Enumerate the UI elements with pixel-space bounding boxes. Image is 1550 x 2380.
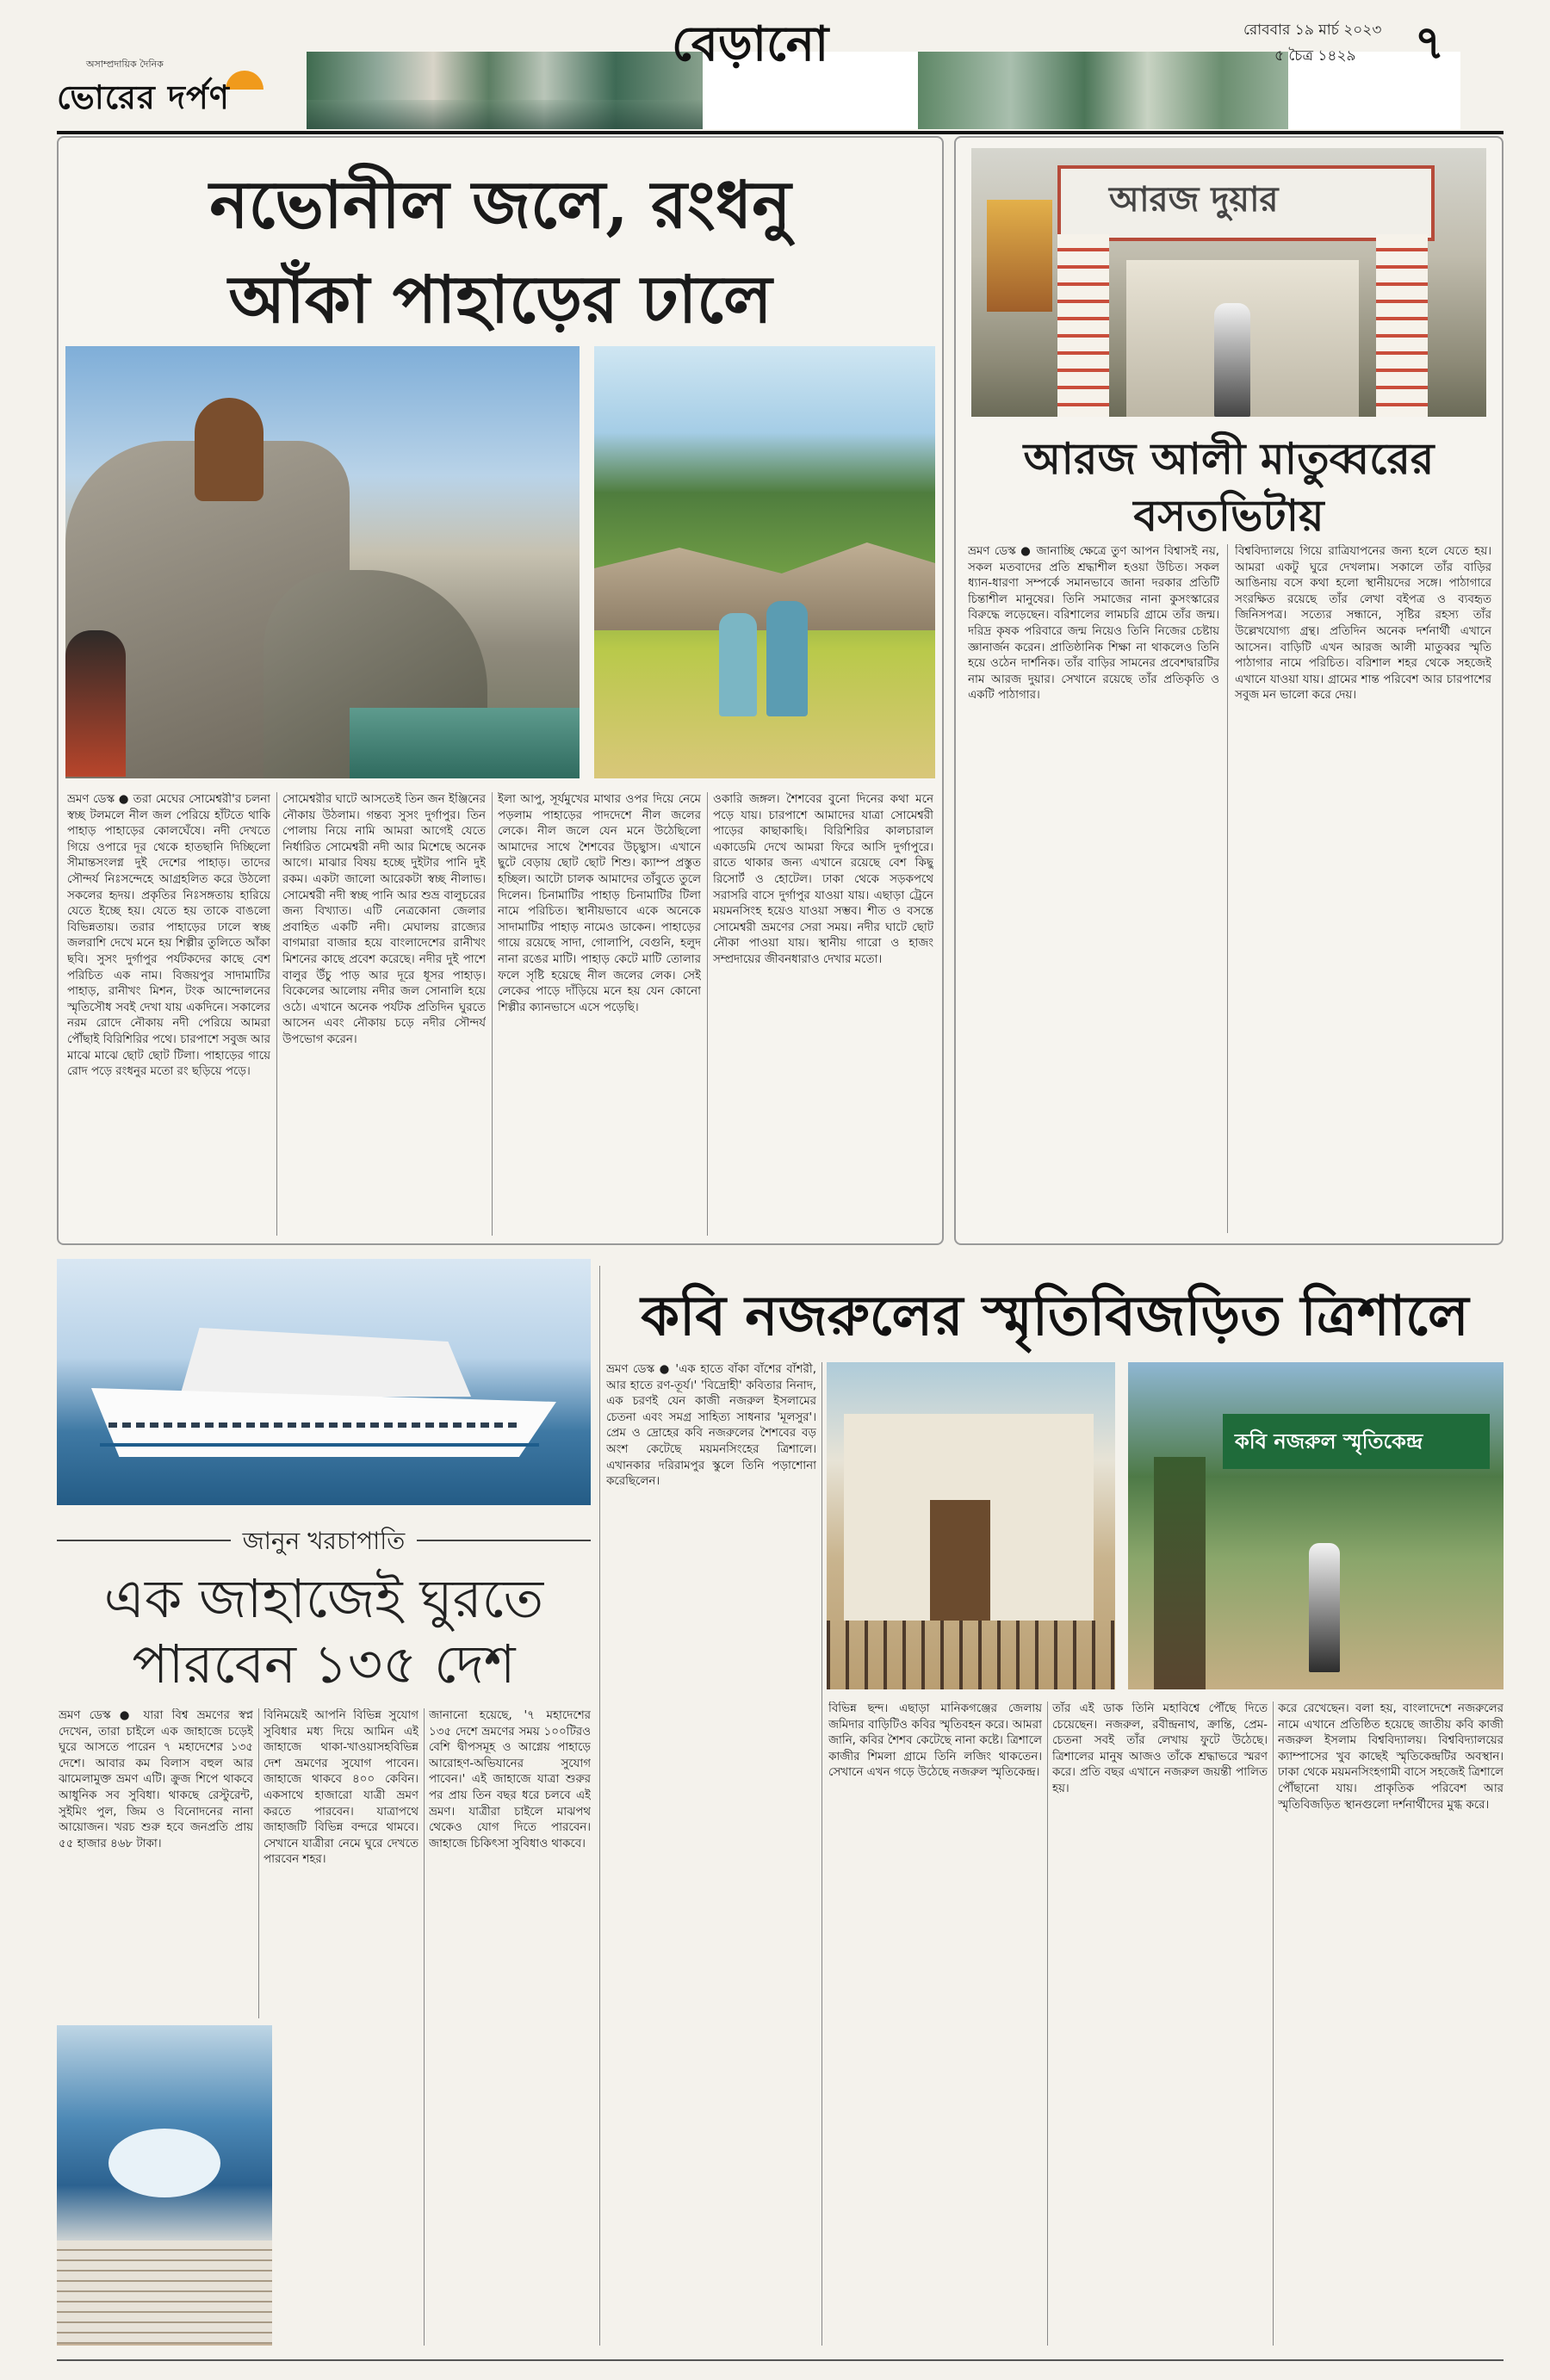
page-number: ৭ (1414, 15, 1445, 70)
memorial-sign-text: কবি নজরুল স্মৃতিকেন্দ্র (1235, 1429, 1423, 1453)
newspaper-logo[interactable] (57, 52, 307, 129)
nazrul-headline[interactable]: কবি নজরুলের স্মৃতিবিজড়িত ত্রিশালে (641, 1284, 1469, 1348)
column-divider (1273, 1701, 1274, 2346)
right-story-column-1: ভ্রমণ ডেস্ক ● জানাচ্ছি ক্ষেত্রে তুণ আপন বিশ্বাসই নয়, সকল মতবাদের প্রতি শ্রদ্ধাশীল হওয়া উচিত। সকল ধ্যান-ধারণা সম্পর্কে সমানভাবে জানা দরকার প্রতিটি চিন্তাশীল মানুষের। তিনি সমাজের নানা কুসংস্কারের বিরুদ্ধে লড়েছেন। বরিশালের লামচরি গ্রামে তাঁর জন্ম। দরিদ্র কৃষক পরিবারে জন্ম নিয়েও তিনি নিজের চেষ্টায় জ্ঞানার্জন করেন। প্রাতিষ্ঠানিক শিক্ষা না থাকলেও তিনি হয়ে ওঠেন দার্শনিক। তাঁর বাড়ির সামনের প্রবেশদ্বারটির নাম আরজ দুয়ার। সেখানে রয়েছে তাঁর প্রতিকৃতি ও একটি পাঠাগার। (968, 545, 1219, 703)
main-story-column-2: সোমেশ্বরীর ঘাটে আসতেই তিন জন ইঞ্জিনের নৌকায় উঠলাম। গন্তব্য সুসং দুর্গাপুর। তিন পোলায় নিয়ে নামি আমরা আগেই যেতে নির্ধারিত সোমেশ্বরী নদী আর মিশেছে অনেক আগে। মাঝার বিষয় হচ্ছে দুইটার পানি দুই রকম। একটা জালো আরেকটা স্বচ্ছ নীলাভ। সোমেশ্বরী নদী স্বচ্ছ পানি আর শুভ্র বালুচরের জন্য বিখ্যাত। এটি নেত্রকোনা জেলার প্রবাহিত একটি নদী। মেঘালয় রাজ্যের বাগমারা বাজার হয়ে বাংলাদেশের রানীখং মিশনের কাছে প্রবেশ করেছে। নদীর দুই পাশে বালুর উঁচু পাড় আর দূরে ধূসর পাহাড়। বিকেলের আলোয় নদীর জল সোনালি হয়ে ওঠে। এখানে অনেক পর্যটক প্রতিদিন ঘুরতে আসেন এবং নৌকায় চড়ে নদীর সৌন্দর্য উপভোগ করেন। (282, 793, 486, 1046)
cruise-kicker (57, 1522, 591, 1563)
masthead-river-photo (307, 52, 703, 129)
sun-icon (226, 71, 264, 90)
masthead-forest-photo (918, 52, 1288, 129)
cruise-kicker-text: জানুন খরচাপাতি (231, 1527, 418, 1555)
gate-sign: আরজ দুয়ার (1109, 179, 1279, 220)
cruise-column-3: জানানো হয়েছে, '৭ মহাদেশের ১৩৫ দেশে ভ্রমণের সময় ১০০টিরও বেশি দ্বীপসমূহ ও আগ্নেয় পাহাড়ে আরোহণ-অভিযানের সুযোগ পাবেন।' এই জাহাজে যাত্রা শুরুর পর প্রায় তিন বছর ধরে চলবে এই ভ্রমণ। যাত্রীরা চাইলে মাঝপথ থেকেও যোগ দিতে পারবেন। জাহাজে চিকিৎসা সুবিধাও থাকবে। (429, 1709, 591, 1850)
right-story-column-2: বিশ্ববিদ্যালয়ে গিয়ে রাত্রিযাপনের জন্য হলে যেতে হয়। আমরা একটু ঘুরে দেখলাম। সকালে তাঁর বাড়ির আঙিনায় বসে কথা হলো স্থানীয়দের সঙ্গে। পাঠাগারে সংরক্ষিত রয়েছে তাঁর লেখা বইপত্র ও ব্যবহৃত জিনিসপত্র। সত্যের সন্ধানে, সৃষ্টির রহস্য তাঁর উল্লেখযোগ্য গ্রন্থ। প্রতিদিন অনেক দর্শনার্থী এখানে আসেন। বাড়িটি এখন আরজ আলী মাতুব্বর স্মৃতি পাঠাগার নামে পরিচিত। বরিশাল শহর থেকে সহজেই এখানে যাওয়া যায়। গ্রামের শান্ত পরিবেশ আর চারপাশের সবুজ মন ভালো করে দেয়। (1235, 545, 1491, 703)
right-headline-line1[interactable]: আরজ আলী মাতুব্বরের (1023, 433, 1435, 484)
column-divider (707, 792, 708, 1236)
logo-name: ভোরের দর্পণ (57, 77, 230, 116)
page-bottom-rule (57, 2359, 1504, 2361)
cruise-headline-line1[interactable]: এক জাহাজেই ঘুরতে (103, 1567, 544, 1630)
main-story-column-1: ভ্রমণ ডেস্ক ● তরা মেঘের সোমেশ্বরী'র চলনা স্বচ্ছ টলমলে নীল জল পেরিয়ে হাঁটতে থাকি পাহাড় পাহাড়ের কোলঘেঁষে। নদী দেখতে গিয়ে ওপারে দূর থেকে হাতছানি দিচ্ছিলো সীমান্তসংলগ্ন দুই দেশের পাহাড়। তাদের সৌন্দর্য নিঃসন্দেহে আগ্রহলিত করে উঠলো সকলের হৃদয়। প্রকৃতির নিঃসঙ্গতায় হারিয়ে যেতে ইচ্ছে হয়। যেতে হয় তাকে বাঙলো বিভিন্নতায়। তরার পাহাড়ের ঢালে স্বচ্ছ জলরাশি দেখে মনে হয় শিল্পীর তুলিতে আঁকা ছবি। সুসং দুর্গাপুর পর্যটকদের কাছে বেশ পরিচিত এক নাম। বিজয়পুর সাদামাটির পাহাড়, রানীখং মিশন, টংক আন্দোলনের স্মৃতিসৌধ সবই দেখা যায় একদিনে। সকালের নরম রোদে নৌকায় নদী পেরিয়ে আমরা পৌঁছাই বিরিশিরির পথে। চারপাশে সবুজ আর মাঝে মাঝে ছোট ছোট টিলা। পাহাড়ের গায়ে রোদ পড়ে রংধনুর মতো রং ছড়িয়ে পড়ে। (67, 793, 270, 1079)
person-figure (1309, 1543, 1340, 1672)
column-divider (492, 792, 493, 1236)
portrait-painting (987, 200, 1052, 312)
person-figure (1214, 303, 1250, 417)
main-story-column-4: ওকারি জঙ্গল। শৈশবের বুনো দিনের কথা মনে পড়ে যায়। চারপাশে আমাদের যাত্রা সোমেশ্বরী পাড়ের কাছাকাছি। বিরিশিরির কালচারাল একাডেমি দেখে আমরা ফিরে আসি দুর্গাপুরে। রাতে থাকার জন্য এখানে রয়েছে বেশ কিছু রিসোর্ট ও হোটেল। ঢাকা থেকে সড়কপথে সরাসরি বাসে দুর্গাপুর যাওয়া যায়। এছাড়া ট্রেনে ময়মনসিংহ হয়েও যাওয়া সম্ভব। শীত ও বসন্তে সোমেশ্বরী ভ্রমণের সেরা সময়। নদীর ঘাটে ছোট নৌকা পাওয়া যায়। স্থানীয় গারো ও হাজং সম্প্রদায়ের জীবনধারাও দেখার মতো। (713, 793, 933, 966)
masthead-divider (57, 131, 1504, 134)
photo-ship-deck-wake (57, 2025, 272, 2346)
person-figure (766, 601, 808, 716)
photo-aroj-duar-gate (971, 148, 1486, 417)
section-divider (599, 1266, 600, 2346)
person-figure (719, 613, 757, 716)
column-divider (1047, 1701, 1048, 2346)
person-figure (195, 398, 264, 501)
column-divider (424, 1708, 425, 2346)
column-divider (276, 792, 277, 1236)
photo-nazrul-house (827, 1362, 1115, 1689)
nazrul-column-1: ভ্রমণ ডেস্ক ● 'এক হাতে বাঁকা বাঁশের বাঁশরী, আর হাতে রণ-তূর্য।' 'বিদ্রোহী' কবিতার নিনাদ, এক চরণই যেন কাজী নজরুল ইসলামের চেতনা এবং সমগ্র সাহিত্য সাধনার 'মূলসুর'। প্রেম ও দ্রোহের কবি নজরুলের শৈশবের বড় অংশ কেটেছে ময়মনসিংহের ত্রিশালে। এখানকার দরিরামপুর স্কুলে তিনি পড়াশোনা করেছিলেন। (606, 1363, 816, 1489)
column-divider (1227, 544, 1228, 1233)
date-bengali: ৫ চৈত্র ১৪২৯ (1274, 47, 1356, 65)
main-story-column-3: ইলা আপু, সূর্যমুখের মাথার ওপর দিয়ে নেমে পড়লাম পাহাড়ের পাদদেশে নীল জলের লেকে। নীল জলে যেন মনে উঠেছিলো আমাদের সাথে শৈশবের উচ্ছ্বাস। এখানে ছুটে বেড়ায় ছোট ছোট শিশু। ক্যাম্প প্রস্তুত হচ্ছিল। আটো চালক আমাদের তাঁবুতে তুলে দিলেন। চিনামাটির পাহাড় চিনামাটির টিলা নামে পরিচিত। স্থানীয়ভাবে একে অনেকে সাদামাটির পাহাড় নামেও ডাকেন। পাহাড়ের গায়ে রয়েছে সাদা, গোলাপি, বেগুনি, হলুদ নানা রঙের মাটি। পাহাড় কেটে মাটি তোলার ফলে সৃষ্টি হয়েছে নীল জলের লেক। সেই লেকের পাড়ে দাঁড়িয়ে মনে হয় যেন কোনো শিল্পীর ক্যানভাসে এসে পড়েছি। (498, 793, 701, 1014)
photo-couple-hill-meadow (594, 346, 935, 778)
column-divider (258, 1708, 259, 2018)
main-headline-line1[interactable]: নভোনীল জলে, রংধনু (209, 166, 791, 243)
logo-tagline: অসাম্প্রদায়িক দৈনিক (86, 59, 164, 70)
nazrul-column-4: করে রেখেছেন। বলা হয়, বাংলাদেশে নজরুলের নামে এখানে প্রতিষ্ঠিত হয়েছে জাতীয় কবি কাজী নজরুল ইসলাম বিশ্ববিদ্যালয়। বিশ্ববিদ্যালয়ের ক্যাম্পাসের খুব কাছেই স্মৃতিকেন্দ্রটির অবস্থান। ঢাকা থেকে ময়মনসিংহগামী বাসে সহজেই ত্রিশালে পৌঁছানো যায়। প্রাকৃতিক পরিবেশ আর স্মৃতিবিজড়িত স্থানগুলো দর্শনার্থীদের মুগ্ধ করে। (1278, 1702, 1504, 1812)
cruise-column-1: ভ্রমণ ডেস্ক ● যারা বিশ্ব ভ্রমণের স্বপ্ন দেখেন, তারা চাইলে এক জাহাজে চড়েই ঘুরে আসতে পারেন ৭ মহাদেশের ১৩৫ দেশে। আবার কম বিলাস বহুল আর ঝামেলামুক্ত ভ্রমণ এটি। ক্রুজ শিপে থাকবে আধুনিক সব সুবিধা। থাকছে রেস্টুরেন্ট, সুইমিং পুল, জিম ও বিনোদনের নানা আয়োজন। খরচ শুরু হবে জনপ্রতি প্রায় ৫৫ হাজার ৪৬৮ টাকা। (59, 1709, 253, 1850)
right-headline-line2[interactable]: বসতভিটায় (1133, 490, 1324, 541)
person-figure (65, 630, 126, 777)
date-gregorian: রোববার ১৯ মার্চ ২০২৩ (1243, 22, 1382, 39)
photo-rock-travelers (65, 346, 580, 778)
main-headline-line2[interactable]: আঁকা পাহাড়ের ঢালে (228, 261, 772, 338)
cruise-headline-line2[interactable]: পারবেন ১৩৫ দেশ (132, 1633, 516, 1695)
photo-nazrul-memorial-sign (1128, 1362, 1504, 1689)
nazrul-column-2: বিভিন্ন ছন্দ। এছাড়া মানিকগঞ্জের জেলায় জমিদার বাড়িটিও কবির স্মৃতিবহন করে। আমরা জানি, কবির শৈশব কেটেছে নানা কষ্টে। ত্রিশালে কাজীর শিমলা গ্রামে তিনি লজিং থাকতেন। সেখানে এখন গড়ে উঠেছে নজরুল স্মৃতিকেন্দ্র। (828, 1702, 1042, 1780)
nazrul-column-3: তাঁর এই ডাক তিনি মহাবিশ্বে পৌঁছে দিতে চেয়েছেন। নজরুল, রবীন্দ্রনাথ, ক্রান্তি, প্রেম-চেতনা সবই তাঁর লেখায় ফুটে উঠেছে। ত্রিশালের মানুষ আজও তাঁকে শ্রদ্ধাভরে স্মরণ করে। প্রতি বছর এখানে নজরুল জয়ন্তী পালিত হয়। (1052, 1702, 1268, 1795)
cruise-column-2: বিনিময়েই আপনি বিভিন্ন সুযোগ সুবিধার মধ্য দিয়ে আমিন এই জাহাজে থাকা-খাওয়াসহবিভিন্ন দেশ ভ্রমণের সুযোগ পাবেন। জাহাজে থাকবে ৪০০ কেবিন। একসাথে হাজারো যাত্রী ভ্রমণ করতে পারবেন। যাত্রাপথে জাহাজটি বিভিন্ন বন্দরে থামবে। সেখানে যাত্রীরা নেমে ঘুরে দেখতে পারবেন শহর। (264, 1709, 418, 1867)
photo-cruise-ship (57, 1259, 591, 1505)
section-title: বেড়ানো (672, 15, 829, 72)
